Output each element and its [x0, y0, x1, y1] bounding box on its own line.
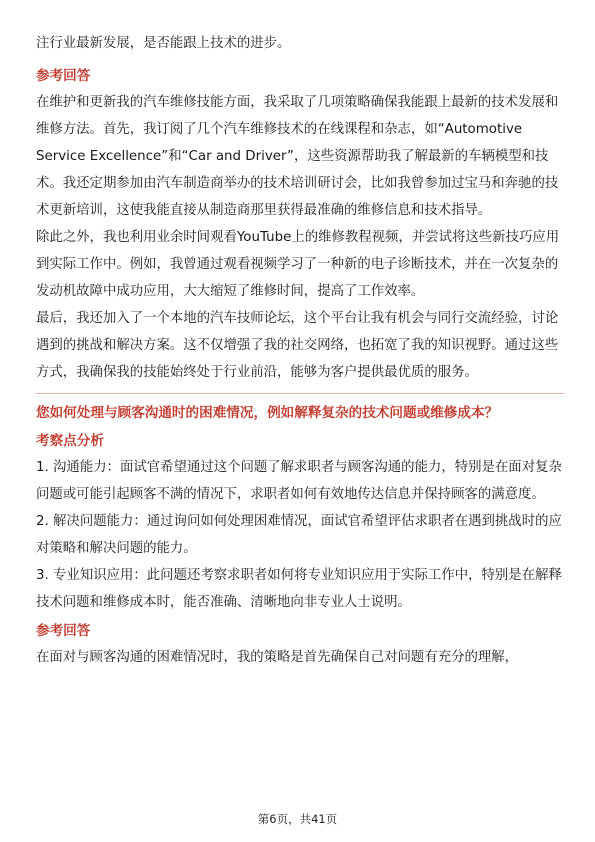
reference-answer-heading: 参考回答	[36, 623, 91, 639]
page-content	[36, 30, 564, 671]
answer-paragraph: 除此之外，我也利用业余时间观看YouTube上的维修教程视频，并尝试将这些新技巧应用到实际工作中。例如，我曾通过观看视频学习了一种新的电子诊断技术，并在一次复杂的发动机故障中成功应用，大大缩短了维修时间，提高了工作效率。	[36, 230, 560, 299]
section-divider	[36, 393, 564, 394]
intro-line: 注行业最新发展，是否能跟上技术的进步。	[36, 36, 291, 51]
page-number-footer: 第6页，共41页	[257, 812, 338, 826]
interview-question: 您如何处理与顾客沟通时的困难情况，例如解释复杂的技术问题或维修成本？	[36, 405, 499, 421]
reference-answer-heading: 参考回答	[36, 68, 91, 84]
analysis-heading: 考察点分析	[36, 433, 104, 449]
answer-paragraph: 在维护和更新我的汽车维修技能方面，我采取了几项策略确保我能跟上最新的技术发展和维修方法。首先，我订阅了几个汽车维修技术的在线课程和杂志，如“Automotive Service Excellence”和“Car and Driver”，这些资源帮助我了解最新的车辆模型和技术。我还定期参加由汽车制造商举办的技术培训研讨会，比如我曾参加过宝马和奔驰的技术更新培训，这使我能直接从制造商那里获得最准确的维修信息和技术指导。	[36, 95, 559, 218]
answer-paragraph: 在面对与顾客沟通的困难情况时，我的策略是首先确保自己对问题有充分的理解，	[36, 650, 519, 665]
analysis-item: 3. 专业知识应用：此问题还考察求职者如何将专业知识应用于实际工作中，特别是在解释技术问题和维修成本时，能否准确、清晰地向非专业人士说明。	[36, 568, 562, 610]
answer-paragraph: 最后，我还加入了一个本地的汽车技师论坛，这个平台让我有机会与同行交流经验，讨论遇到的挑战和解决方案。这不仅增强了我的社交网络，也拓宽了我的知识视野。通过这些方式，我确保我的技能始终处于行业前沿，能够为客户提供最优质的服务。	[36, 311, 559, 380]
analysis-item: 2. 解决问题能力：通过询问如何处理困难情况，面试官希望评估求职者在遇到挑战时的应对策略和解决问题的能力。	[36, 514, 562, 556]
analysis-item: 1. 沟通能力：面试官希望通过这个问题了解求职者与顾客沟通的能力，特别是在面对复杂问题或可能引起顾客不满的情况下，求职者如何有效地传达信息并保持顾客的满意度。	[36, 460, 562, 502]
